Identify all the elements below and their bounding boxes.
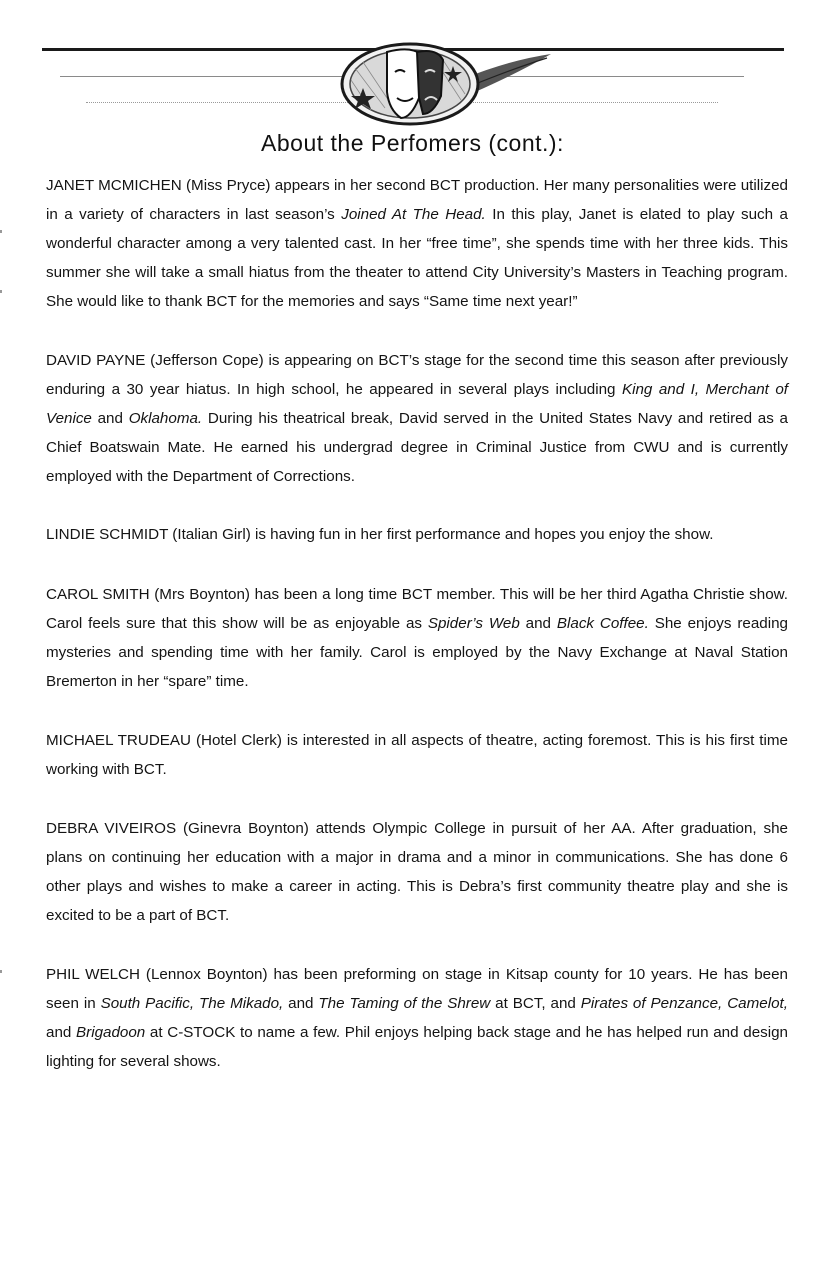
performer-bio	[46, 346, 788, 491]
bio-text: MICHAEL TRUDEAU (Hotel Clerk) is interested in all aspects of theatre, acting foremost. This is his first time working with BCT.	[46, 732, 788, 778]
scan-mark	[0, 290, 2, 293]
bio-text: CAROL SMITH (Mrs Boynton) has been a long time BCT member. This will be her third Agatha Christie show. Carol feels sure that this show will be as enjoyable as	[46, 586, 788, 632]
performer-bio	[46, 960, 788, 1076]
work-title: Oklahoma.	[128, 410, 203, 427]
performer-bio	[46, 171, 788, 316]
work-title: Brigadoon	[76, 1024, 146, 1041]
bio-text: DEBRA VIVEIROS (Ginevra Boynton) attends Olympic College in pursuit of her AA. After graduation, she plans on continuing her education with a major in drama and a minor in communications. She has done 6 other plays and wishes to make a career in acting. This is Debra’s first community theatre play and she is excited to be a part of BCT.	[46, 820, 788, 924]
bio-text: LINDIE SCHMIDT (Italian Girl) is having fun in her first performance and hopes you enjoy the show.	[46, 526, 714, 543]
work-title: Black Coffee.	[556, 615, 649, 632]
bio-text: PHIL WELCH (Lennox Boynton) has been preforming on stage in Kitsap county for 10 years. He has been seen in	[46, 966, 788, 1012]
bio-text: She enjoys reading mysteries and spending time with her family. Carol is employed by the Navy Exchange at Naval Station Bremerton in her “spare” time.	[46, 615, 789, 690]
bio-text: and	[91, 410, 129, 427]
bio-text: and	[519, 615, 557, 632]
bio-text: JANET MCMICHEN (Miss Pryce) appears in her second BCT production. Her many personalities were utilized in a variety of characters in last season’s	[46, 177, 788, 223]
performer-bio	[46, 580, 788, 696]
bio-text: DAVID PAYNE (Jefferson Cope) is appearing on BCT’s stage for the second time this season after previously enduring a 30 year hiatus. In high school, he appeared in several plays including	[46, 352, 788, 398]
work-title: Pirates of Penzance,	[580, 995, 723, 1012]
work-title: Spider’s Web	[427, 615, 520, 632]
bio-text: at C-STOCK to name a few. Phil enjoys helping back stage and he has helped run and design lighting for several shows.	[46, 1024, 788, 1070]
scan-mark	[0, 230, 2, 233]
work-title: King and I,	[621, 381, 700, 398]
theater-masks-emblem-icon	[325, 38, 555, 128]
work-title: Joined At The Head.	[341, 206, 486, 223]
bio-text: at BCT, and	[490, 995, 581, 1012]
bio-text: and	[283, 995, 319, 1012]
work-title: Merchant of Venice	[46, 381, 788, 427]
performer-bio	[46, 726, 788, 784]
performer-bio	[46, 814, 788, 930]
page-title: About the Perfomers (cont.):	[261, 130, 564, 156]
work-title: Camelot,	[727, 995, 788, 1012]
bio-text: In this play, Janet is elated to play such a wonderful character among a very talented cast. In her “free time”, she spends time with her three kids. This summer she will take a small hiatus from the theater to attend City University’s Masters in Teaching program. She would like to thank BCT for the memories and says “Same time next year!”	[46, 206, 788, 310]
performer-bio	[46, 520, 788, 549]
work-title: South Pacific,	[100, 995, 195, 1012]
scan-mark	[0, 970, 2, 973]
bio-text: During his theatrical break, David served in the United States Navy and retired as a Chief Boatswain Mate. He earned his undergrad degree in Criminal Justice from CWU and is currently employed with the Department of Corrections.	[46, 410, 788, 485]
work-title: The Taming of the Shrew	[318, 995, 491, 1012]
work-title: The Mikado,	[199, 995, 284, 1012]
bio-text: and	[46, 1024, 77, 1041]
